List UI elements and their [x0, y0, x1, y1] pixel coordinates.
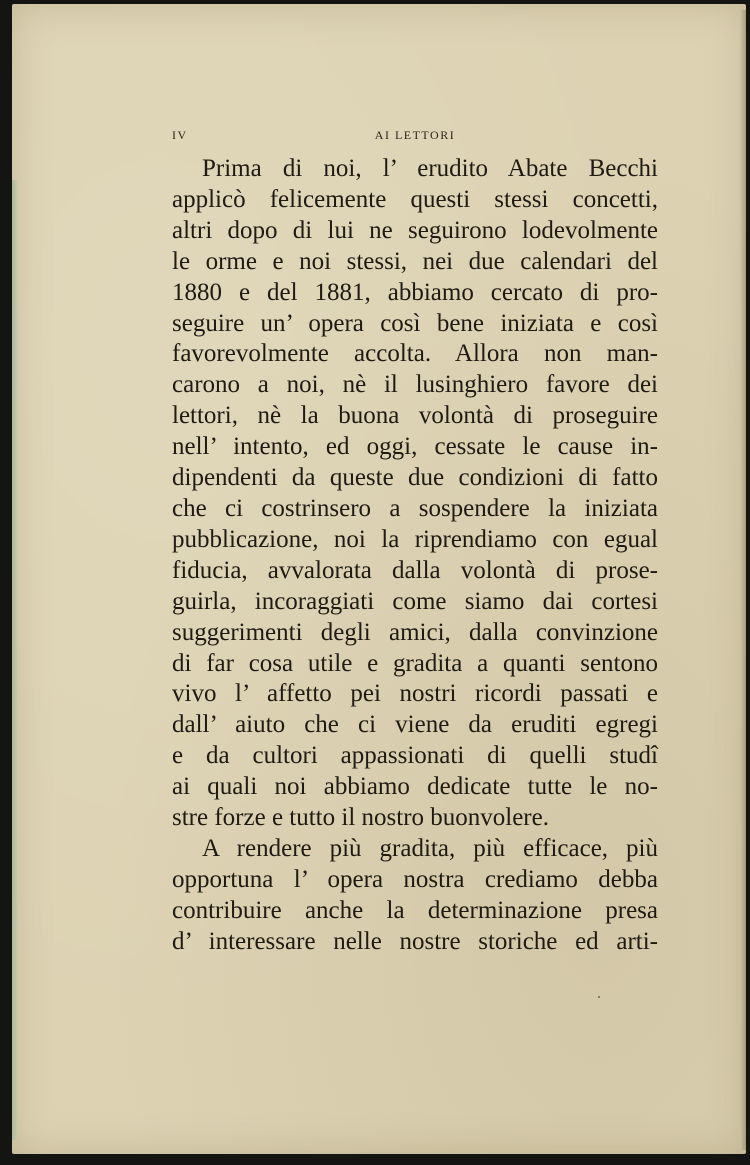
text-line: d’ interessare nelle nostre storiche ed arti- — [172, 927, 658, 955]
text-line: Prima di noi, l’ erudito Abate Becchi — [202, 155, 658, 182]
ink-speck — [598, 996, 600, 998]
text-line: contribuire anche la determinazione presa — [172, 896, 658, 924]
body-text — [172, 154, 658, 958]
binding-strip — [12, 180, 18, 1140]
text-line: altri dopo di lui ne seguirono lodevolmente — [172, 216, 658, 244]
running-title: AI LETTORI — [374, 128, 456, 142]
text-line: pubblicazione, noi la riprendiamo con egual — [172, 525, 658, 553]
text-line: le orme e noi stessi, nei due calendari del — [172, 247, 658, 275]
text-line: opportuna l’ opera nostra crediamo debba — [172, 865, 658, 893]
text-line: stre forze e tutto il nostro buonvolere. — [172, 804, 549, 832]
text-line: 1880 e del 1881, abbiamo cercato di pro- — [172, 278, 658, 306]
text-line: nell’ intento, ed oggi, cessate le cause in- — [172, 433, 658, 461]
text-line: vivo l’ affetto pei nostri ricordi passati e — [172, 680, 658, 708]
text-line: applicò felicemente questi stessi concetti, — [172, 185, 658, 213]
text-line: dall’ aiuto che ci viene da eruditi egregi — [172, 711, 658, 739]
text-line: e da cultori appassionati di quelli studî — [172, 742, 658, 770]
text-line: A rendere più gradita, più efficace, più — [202, 834, 658, 862]
text-line: che ci costrinsero a sospendere la iniziata — [172, 494, 658, 522]
text-line: seguire un’ opera così bene iniziata e così — [172, 309, 658, 337]
text-line: di far cosa utile e gradita a quanti sentono — [172, 649, 658, 677]
text-line: favorevolmente accolta. Allora non man- — [172, 340, 658, 368]
text-line: suggerimenti degli amici, dalla convinzione — [172, 618, 658, 646]
page-number: IV — [172, 128, 188, 142]
page-edge — [740, 10, 746, 1150]
text-line: carono a noi, nè il lusinghiero favore dei — [172, 371, 658, 399]
text-line: lettori, nè la buona volontà di proseguire — [172, 402, 658, 430]
page-header — [172, 128, 658, 144]
text-line: dipendenti da queste due condizioni di fatto — [172, 464, 658, 492]
text-line: guirla, incoraggiati come siamo dai cortesi — [172, 587, 658, 615]
text-line: fiducia, avvalorata dalla volontà di prose- — [172, 556, 658, 584]
text-line: ai quali noi abbiamo dedicate tutte le no- — [172, 773, 658, 801]
